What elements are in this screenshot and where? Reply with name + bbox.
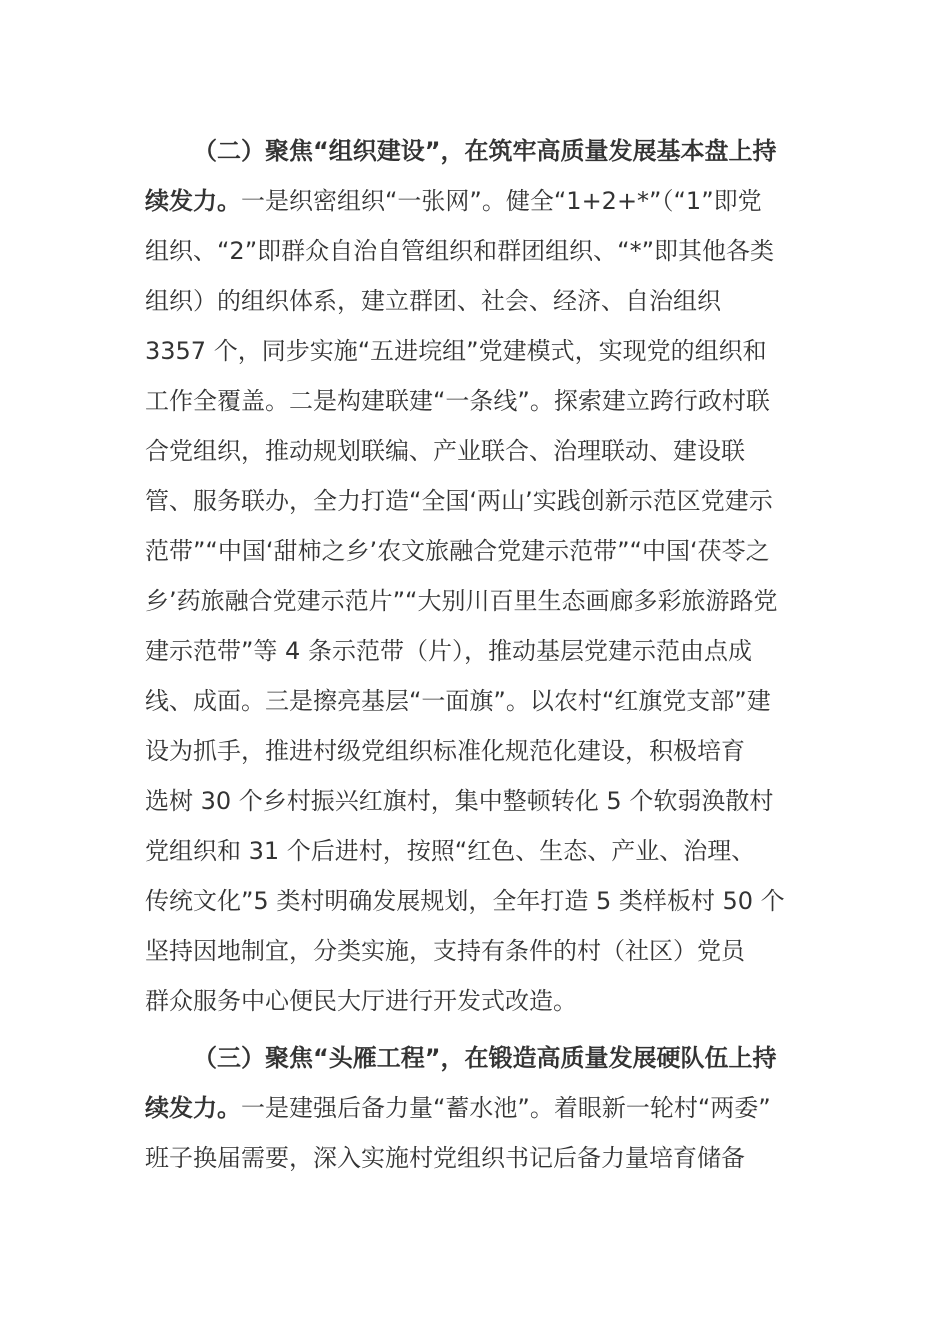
section-3-heading-end: 续发力。 <box>145 1094 241 1122</box>
body-line: 乡’药旅融合党建示范片”“大别川百里生态画廊多彩旅游路党 <box>145 587 778 615</box>
body-line: 建示范带”等 4 条示范带（片），推动基层党建示范由点成 <box>145 637 752 665</box>
body-line <box>145 176 810 226</box>
body-text: 一是建强后备力量“蓄水池”。着眼新一轮村“两委” <box>241 1094 771 1122</box>
body-line: 坚持因地制宜，分类实施，支持有条件的村（社区）党员 <box>145 937 745 965</box>
body-line: 群众服务中心便民大厅进行开发式改造。 <box>145 987 577 1015</box>
body-line: 管、服务联办，全力打造“全国‘两山’实践创新示范区党建示 <box>145 487 773 515</box>
body-line: 组织）的组织体系，建立群团、社会、经济、自治组织 <box>145 287 721 315</box>
section-2-heading: （二）聚焦“组织建设”，在筑牢高质量发展基本盘上持 <box>193 137 777 165</box>
body-line: 组织、“2”即群众自治自管组织和群团组织、“*”即其他各类 <box>145 237 775 265</box>
section-3-paragraph <box>145 1033 810 1183</box>
body-line: 传统文化”5 类村明确发展规划，全年打造 5 类样板村 50 个 <box>145 887 785 915</box>
body-line: 工作全覆盖。二是构建联建“一条线”。探索建立跨行政村联 <box>145 387 770 415</box>
body-line: 选树 30 个乡村振兴红旗村，集中整顿转化 5 个软弱涣散村 <box>145 787 774 815</box>
body-text: 一是织密组织“一张网”。健全“1+2+*”（“1”即党 <box>241 187 762 215</box>
body-line <box>145 1083 810 1133</box>
body-line: 设为抓手，推进村级党组织标准化规范化建设，积极培育 <box>145 737 745 765</box>
body-line: 合党组织，推动规划联编、产业联合、治理联动、建设联 <box>145 437 745 465</box>
body-line: 党组织和 31 个后进村，按照“红色、生态、产业、治理、 <box>145 837 756 865</box>
section-2-paragraph <box>145 126 810 1026</box>
section-2-heading-end: 续发力。 <box>145 187 241 215</box>
body-line: 3357 个，同步实施“五进垸组”党建模式，实现党的组织和 <box>145 337 767 365</box>
section-3-heading: （三）聚焦“头雁工程”，在锻造高质量发展硬队伍上持 <box>193 1044 777 1072</box>
body-line: 班子换届需要，深入实施村党组织书记后备力量培育储备 <box>145 1144 745 1172</box>
body-line: 线、成面。三是擦亮基层“一面旗”。以农村“红旗党支部”建 <box>145 687 771 715</box>
body-line: 范带”“中国‘甜柿之乡’农文旅融合党建示范带”“中国‘茯苓之 <box>145 537 770 565</box>
